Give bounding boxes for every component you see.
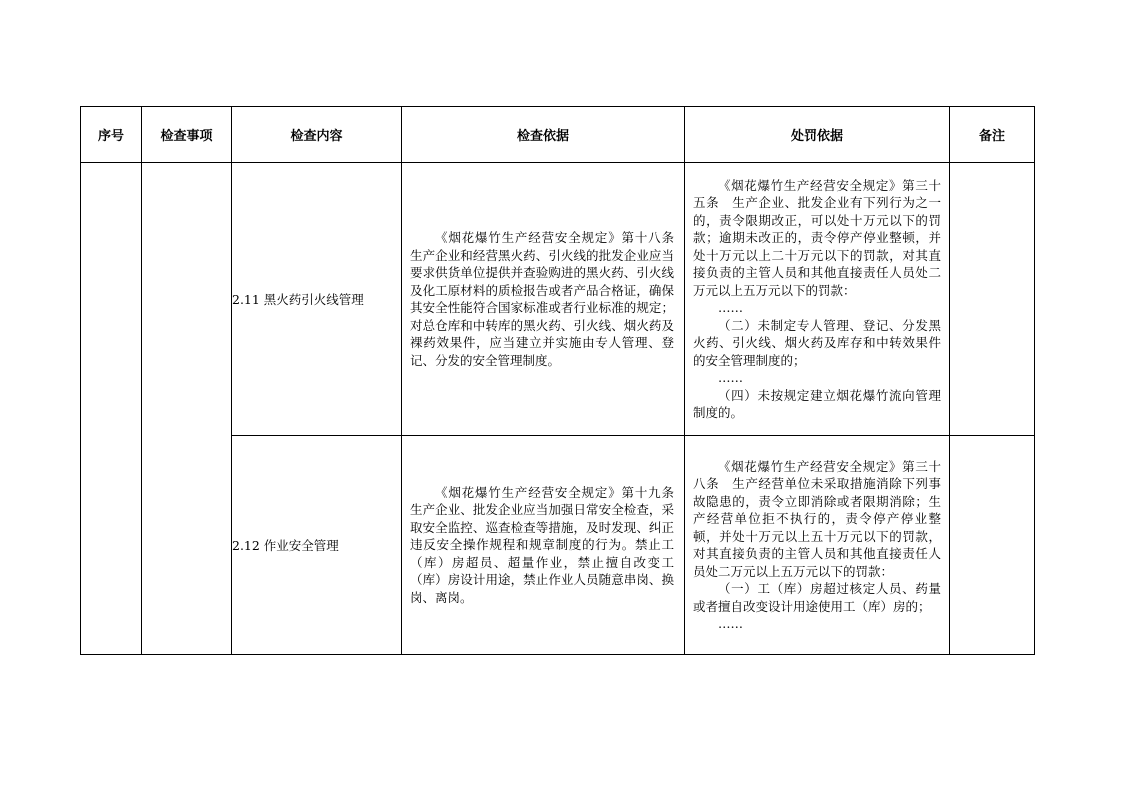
- inspection-item-cell: [142, 163, 232, 655]
- header-inspection-basis: 检查依据: [402, 107, 685, 163]
- penalty-paragraph: （二）未制定专人管理、登记、分发黑火药、引火线、烟火药及库存和中转效果件的安全管理制度的；: [693, 317, 941, 368]
- inspection-basis-text: 《烟花爆竹生产经营安全规定》第十八条 生产企业和经营黑火药、引火线的批发企业应当要求供货单位提供并查验购进的黑火药、引火线及化工原材料的质检报告或者产品合格证，确保其安全性能符合国家标准或者行业标准的规定；对总仓库和中转库的黑火药、引火线、烟火药及裸药效果件，应当建立并实施由专人管理、登记、分发的安全管理制度。: [410, 230, 687, 368]
- inspection-content-cell: 2.12 作业安全管理: [232, 436, 402, 655]
- penalty-ellipsis: ……: [718, 616, 743, 631]
- header-inspection-item: 检查事项: [142, 107, 232, 163]
- penalty-basis-cell: [685, 436, 950, 655]
- table-row: [81, 163, 1035, 436]
- penalty-paragraph: 《烟花爆竹生产经营安全规定》第三十八条 生产经营单位未采取措施消除下列事故隐患的，责令立即消除或者限期消除；生产经营单位拒不执行的，责令停产停业整顿，并处十万元以上五十万元以下的罚款，对其直接负责的主管人员和其他直接责任人员处二万元以上五万元以下的罚款：: [693, 458, 941, 579]
- penalty-basis-text: [685, 458, 949, 633]
- penalty-paragraph: （四）未按规定建立烟花爆竹流向管理制度的。: [693, 387, 941, 420]
- penalty-ellipsis: ……: [718, 300, 743, 315]
- penalty-paragraph: 《烟花爆竹生产经营安全规定》第三十五条 生产企业、批发企业有下列行为之一的，责令限期改正，可以处十万元以下的罚款；逾期未改正的，责令停产停业整顿，并处十万元以上二十万元以下的罚款，对其直接负责的主管人员和其他直接责任人员处二万元以上五万元以下的罚款：: [693, 177, 941, 298]
- serial-number-cell: [81, 163, 142, 655]
- remarks-cell: [950, 436, 1035, 655]
- inspection-basis-cell: [402, 163, 685, 436]
- header-serial-number: 序号: [81, 107, 142, 163]
- inspection-basis-cell: [402, 436, 685, 655]
- table-header-row: [81, 107, 1035, 163]
- header-remarks: 备注: [950, 107, 1035, 163]
- inspection-table: [80, 106, 1035, 655]
- header-penalty-basis: 处罚依据: [685, 107, 950, 163]
- inspection-basis-text: 《烟花爆竹生产经营安全规定》第十九条 生产企业、批发企业应当加强日常安全检查，采取安全监控、巡查检查等措施，及时发现、纠正违反安全操作规程和规章制度的行为。禁止工（库）房超员、超量作业，禁止擅自改变工（库）房设计用途，禁止作业人员随意串岗、换岗、离岗。: [410, 484, 687, 605]
- remarks-cell: [950, 163, 1035, 436]
- header-inspection-content: 检查内容: [232, 107, 402, 163]
- penalty-paragraph: （一）工（库）房超过核定人员、药量或者擅自改变设计用途使用工（库）房的；: [693, 581, 941, 614]
- penalty-basis-text: [685, 177, 949, 422]
- penalty-ellipsis: ……: [718, 370, 743, 385]
- inspection-content-cell: 2.11 黑火药引火线管理: [232, 163, 402, 436]
- penalty-basis-cell: [685, 163, 950, 436]
